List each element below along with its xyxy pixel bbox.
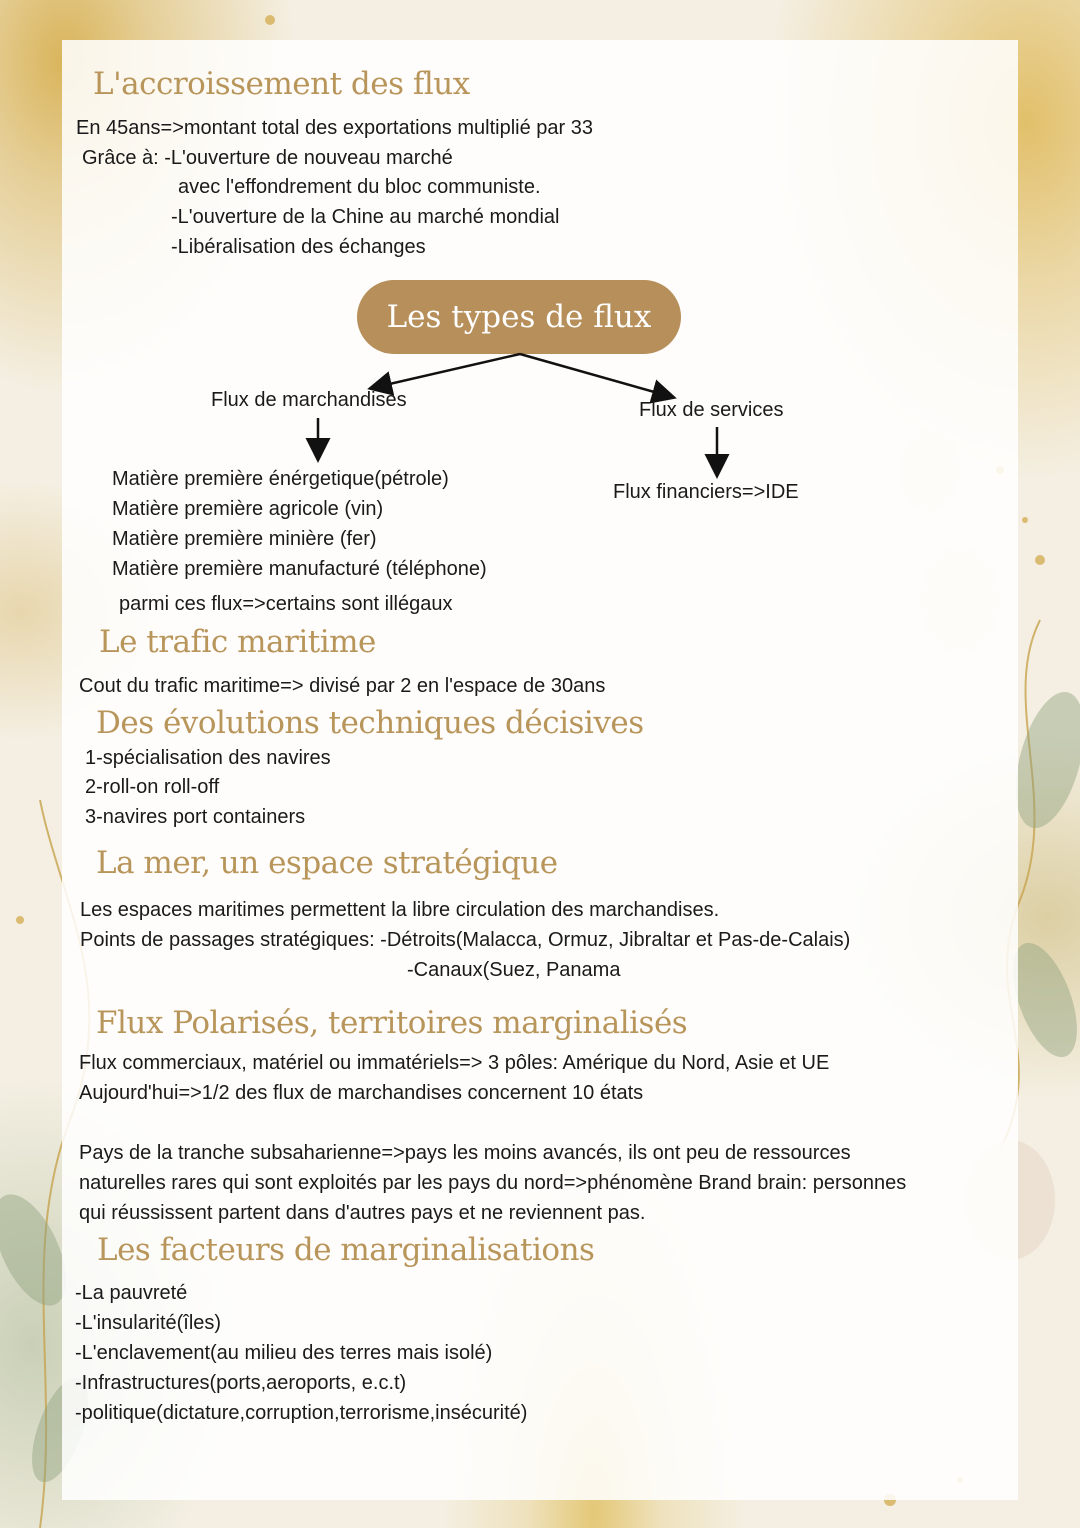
list-item: 1-spécialisation des navires [85,747,331,769]
pill-label: Les types de flux [386,299,652,335]
text-line: -Libéralisation des échanges [171,236,426,258]
list-item: Matière première agricole (vin) [112,498,384,520]
text-line: Aujourd'hui=>1/2 des flux de marchandises concernent 10 états [79,1082,644,1104]
list-item: 2-roll-on roll-off [85,776,220,798]
illegal-flux-note: parmi ces flux=>certains sont illégaux [119,593,453,615]
text-line: qui réussissent partent dans d'autres pays et ne reviennent pas. [79,1202,646,1224]
section-title-trafic: Le trafic maritime [99,624,376,660]
list-item: -La pauvreté [75,1282,188,1304]
text-line: Cout du trafic maritime=> divisé par 2 en l'espace de 30ans [79,675,606,697]
text-line: -Canaux(Suez, Panama [407,959,621,981]
text-line: Les espaces maritimes permettent la libre circulation des marchandises. [80,899,720,921]
text-line: En 45ans=>montant total des exportations multiplié par 33 [76,117,593,139]
text-line: -L'ouverture de la Chine au marché mondial [171,206,560,228]
text-line: Pays de la tranche subsaharienne=>pays les moins avancés, ils ont peu de ressources [79,1142,851,1164]
types-de-flux-pill [357,280,681,354]
text-line: Grâce à: -L'ouverture de nouveau marché [82,147,453,169]
flux-services-label: Flux de services [639,399,784,421]
list-item: 3-navires port containers [85,806,306,828]
list-item: Matière première manufacturé (téléphone) [112,558,487,580]
list-item: Matière première minière (fer) [112,528,377,550]
list-item: -politique(dictature,corruption,terrorisme,insécurité) [75,1402,528,1424]
text-line: Flux commerciaux, matériel ou immatériels=> 3 pôles: Amérique du Nord, Asie et UE [79,1052,830,1074]
list-item: -Infrastructures(ports,aeroports, e.c.t) [75,1372,407,1394]
list-item: Matière première énérgetique(pétrole) [112,468,449,490]
section-title-mer: La mer, un espace stratégique [96,845,558,881]
flux-financiers-text: Flux financiers=>IDE [613,481,799,503]
section-title-facteurs: Les facteurs de marginalisations [97,1232,595,1268]
section-title-evolutions: Des évolutions techniques décisives [96,705,644,741]
section-title-accroissement: L'accroissement des flux [93,66,470,102]
text-line: Points de passages stratégiques: -Détroits(Malacca, Ormuz, Jibraltar et Pas-de-Calais) [80,929,851,951]
list-item: -L'enclavement(au milieu des terres mais isolé) [75,1342,493,1364]
text-line: naturelles rares qui sont exploités par les pays du nord=>phénomène Brand brain: personnes [79,1172,907,1194]
list-item: -L'insularité(îles) [75,1312,222,1334]
text-line: avec l'effondrement du bloc communiste. [178,176,541,198]
flux-marchandises-label: Flux de marchandises [211,389,407,411]
section-title-polarises: Flux Polarisés, territoires marginalisés [96,1005,688,1041]
